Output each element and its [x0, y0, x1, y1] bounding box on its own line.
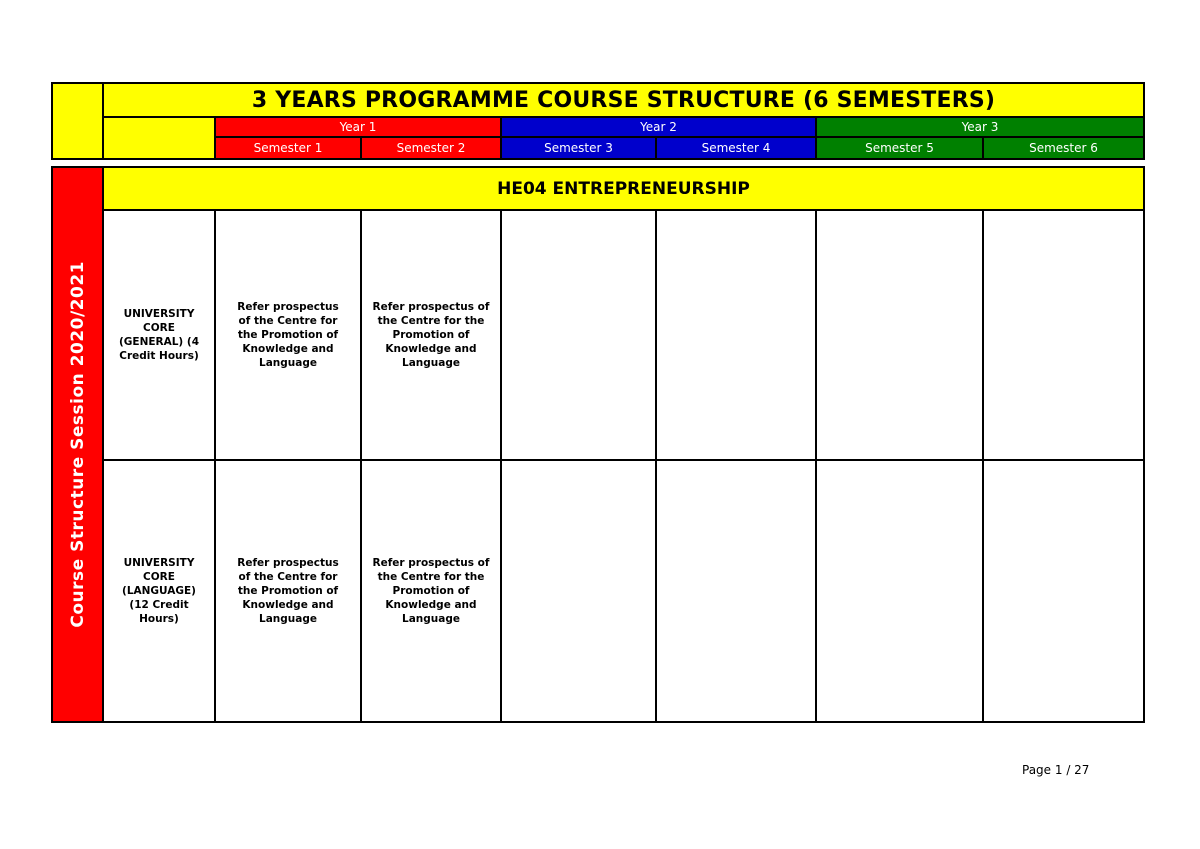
semester-1-header: Semester 1: [214, 136, 362, 160]
header-left-corner: [51, 82, 104, 160]
row-2-semester-2: Refer prospectus of the Centre for the Promotion of Knowledge and Language: [360, 459, 502, 723]
semester-5-header: Semester 5: [815, 136, 984, 160]
session-side-label-text: Course Structure Session 2020/2021: [67, 261, 88, 628]
row-2-semester-6: [982, 459, 1145, 723]
semester-6-header: Semester 6: [982, 136, 1145, 160]
row-1-semester-3: [500, 209, 657, 461]
page-title-text: 3 YEARS PROGRAMME COURSE STRUCTURE (6 SEMESTERS): [251, 87, 996, 113]
year-2-header: Year 2: [500, 116, 817, 138]
semester-4-header: Semester 4: [655, 136, 817, 160]
row-2-label: UNIVERSITY CORE (LANGUAGE) (12 Credit Hours): [102, 459, 216, 723]
programme-title: [102, 166, 1145, 211]
row-1-semester-4: [655, 209, 817, 461]
row-1-semester-1: Refer prospectus of the Centre for the Promotion of Knowledge and Language: [214, 209, 362, 461]
row-2-semester-4: [655, 459, 817, 723]
row-1-semester-2: Refer prospectus of the Centre for the Promotion of Knowledge and Language: [360, 209, 502, 461]
row-1-semester-6: [982, 209, 1145, 461]
header-blank-cell: [102, 116, 216, 160]
year-3-header: Year 3: [815, 116, 1145, 138]
semester-3-header: Semester 3: [500, 136, 657, 160]
year-1-header: Year 1: [214, 116, 502, 138]
row-1-semester-5: [815, 209, 984, 461]
page-number: Page 1 / 27: [1022, 763, 1090, 777]
row-2-semester-1: Refer prospectus of the Centre for the Promotion of Knowledge and Language: [214, 459, 362, 723]
row-2-semester-3: [500, 459, 657, 723]
programme-title-text: HE04 ENTREPRENEURSHIP: [497, 178, 750, 199]
page-title: [102, 82, 1145, 118]
row-1-label: UNIVERSITY CORE (GENERAL) (4 Credit Hours): [102, 209, 216, 461]
session-side-label: [51, 166, 104, 723]
row-2-semester-5: [815, 459, 984, 723]
semester-2-header: Semester 2: [360, 136, 502, 160]
